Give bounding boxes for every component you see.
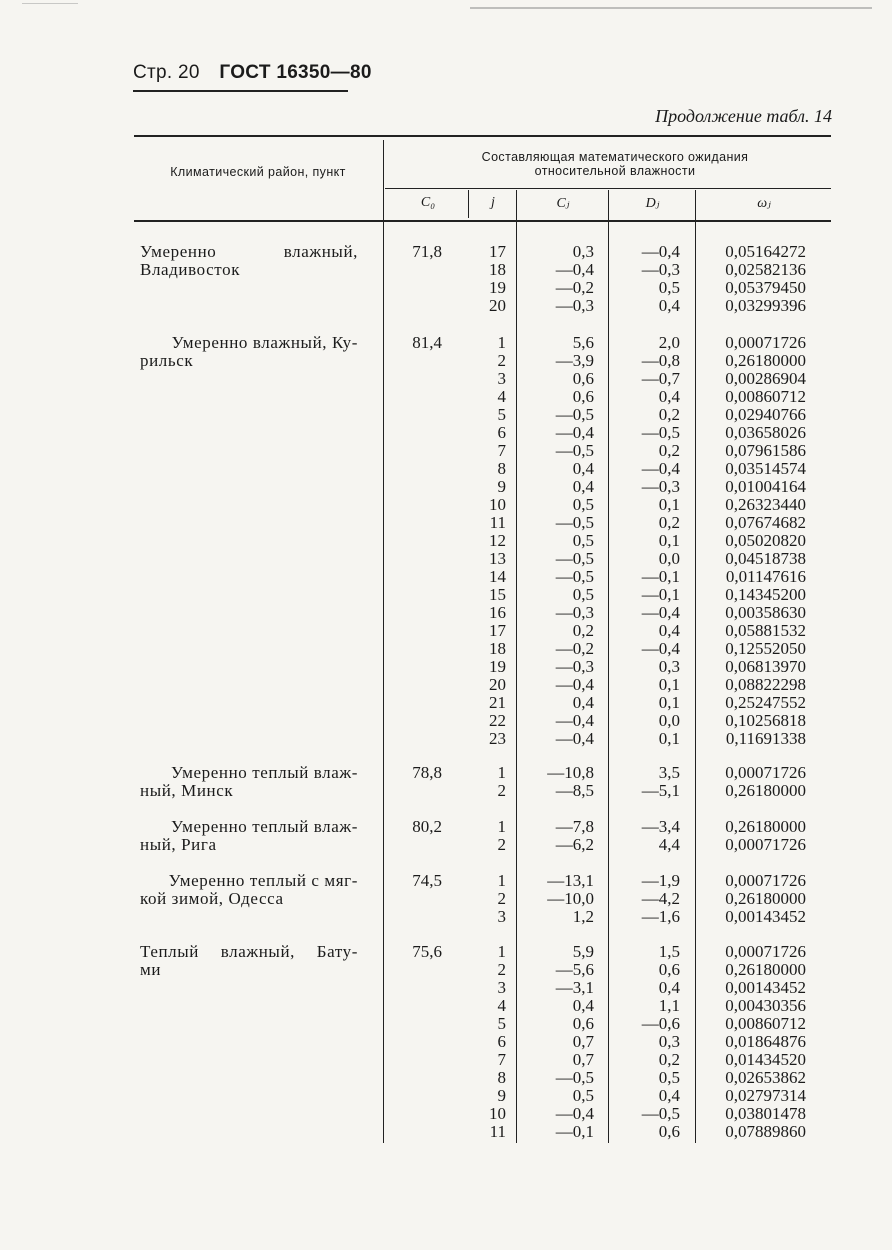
j-value: 4 [497, 387, 506, 406]
table-caption: Продолжение табл. 14 [655, 106, 832, 126]
cj-value: —0,3 [555, 296, 594, 315]
wj-value: 0,05020820 [725, 531, 806, 550]
cj-value: 0,3 [572, 242, 594, 261]
wj-value: 0,12552050 [725, 639, 806, 658]
cj-value: —10,0 [547, 889, 594, 908]
j-value: 2 [497, 889, 506, 908]
dj-value: 0,0 [658, 549, 680, 568]
dj-value: 0,3 [658, 1032, 680, 1051]
cj-value: —5,6 [555, 960, 594, 979]
wj-value: 0,00143452 [725, 907, 806, 926]
region-line [140, 818, 358, 836]
region-word: влажный, [220, 942, 295, 961]
cj-value: —8,5 [555, 781, 594, 800]
dj-value: —0,1 [641, 567, 680, 586]
cj-value: 0,4 [572, 693, 594, 712]
table-header-rule [134, 220, 831, 222]
dj-value: 0,6 [658, 1122, 680, 1141]
dj-value: 0,1 [658, 495, 680, 514]
dj-value: 0,4 [658, 1086, 680, 1105]
column-divider [695, 190, 696, 1143]
cj-value: —0,4 [555, 1104, 594, 1123]
c0-value: 81,4 [412, 333, 442, 352]
dj-value: 0,1 [658, 675, 680, 694]
wj-value: 0,10256818 [725, 711, 806, 730]
wj-value: 0,01147616 [725, 567, 806, 586]
header-c0: C₀ [420, 195, 436, 210]
wj-value: 0,05164272 [725, 242, 806, 261]
j-value: 20 [489, 296, 506, 315]
region-line [140, 872, 358, 890]
cj-value: 0,6 [572, 369, 594, 388]
page-number: Стр. 20 [133, 62, 200, 83]
dj-value: 2,0 [658, 333, 680, 352]
header-cj: Cⱼ [556, 196, 570, 211]
region-word: Бату- [316, 942, 358, 961]
region-line [140, 243, 358, 261]
j-column [470, 334, 506, 748]
wj-column [704, 764, 806, 800]
j-value: 22 [489, 711, 506, 730]
cj-value: —0,1 [555, 1122, 594, 1141]
column-divider [516, 190, 517, 1143]
dj-value: 0,1 [658, 693, 680, 712]
dj-value: 0,0 [658, 711, 680, 730]
cj-value: —0,5 [555, 567, 594, 586]
cj-value: 0,7 [572, 1050, 594, 1069]
dj-value: —0,8 [641, 351, 680, 370]
dj-value: —0,5 [641, 423, 680, 442]
wj-column [704, 872, 806, 926]
j-value: 13 [489, 549, 506, 568]
cj-column [520, 872, 594, 926]
cj-value: —0,2 [555, 639, 594, 658]
wj-value: 0,01864876 [725, 1032, 806, 1051]
j-value: 5 [497, 1014, 506, 1033]
j-value: 11 [489, 1122, 506, 1141]
wj-value: 0,03299396 [725, 296, 806, 315]
j-value: 15 [489, 585, 506, 604]
dj-value: —0,7 [641, 369, 680, 388]
wj-value: 0,03514574 [725, 459, 806, 478]
wj-value: 0,00430356 [725, 996, 806, 1015]
dj-column [612, 764, 680, 800]
j-value: 3 [497, 978, 506, 997]
header-region: Климатический район, пункт [170, 165, 346, 179]
region-column-divider [383, 140, 384, 1143]
c0-value: 71,8 [412, 242, 442, 261]
cj-value: 0,5 [572, 531, 594, 550]
wj-value: 0,01004164 [725, 477, 806, 496]
cj-value: —7,8 [555, 817, 594, 836]
j-value: 10 [489, 495, 506, 514]
j-value: 2 [497, 351, 506, 370]
column-divider [608, 190, 609, 1143]
j-value: 19 [489, 657, 506, 676]
region-line: Владивосток [140, 260, 241, 279]
dj-value: 3,5 [658, 763, 680, 782]
region-cell [140, 943, 358, 979]
j-value: 18 [489, 260, 506, 279]
wj-value: 0,00860712 [725, 1014, 806, 1033]
cj-value: 5,9 [572, 942, 594, 961]
dj-value: 1,5 [658, 942, 680, 961]
dj-column [612, 334, 680, 748]
dj-value: —0,3 [641, 477, 680, 496]
cj-value: —0,4 [555, 711, 594, 730]
column-divider [468, 190, 469, 218]
dj-value: —0,4 [641, 639, 680, 658]
cj-value: —0,5 [555, 1068, 594, 1087]
cj-value: 0,7 [572, 1032, 594, 1051]
region-cell [140, 764, 358, 800]
cj-column [520, 818, 594, 854]
dj-value: —1,9 [641, 871, 680, 890]
region-cell [140, 243, 358, 279]
j-column [470, 943, 506, 1141]
cj-value: 0,6 [572, 387, 594, 406]
j-value: 2 [497, 960, 506, 979]
j-value: 8 [497, 1068, 506, 1087]
cj-column [520, 334, 594, 748]
dj-value: 0,6 [658, 960, 680, 979]
dj-value: 0,2 [658, 405, 680, 424]
cj-value: —0,5 [555, 441, 594, 460]
j-value: 19 [489, 278, 506, 297]
wj-value: 0,00358630 [725, 603, 806, 622]
dj-column [612, 872, 680, 926]
region-word: Теплый [140, 942, 199, 961]
wj-value: 0,02940766 [725, 405, 806, 424]
cj-value: —6,2 [555, 835, 594, 854]
j-value: 8 [497, 459, 506, 478]
dj-value: 0,3 [658, 657, 680, 676]
j-value: 3 [497, 369, 506, 388]
wj-value: 0,00071726 [725, 333, 806, 352]
dj-value: 0,4 [658, 621, 680, 640]
wj-value: 0,08822298 [725, 675, 806, 694]
wj-value: 0,26323440 [725, 495, 806, 514]
j-value: 9 [497, 1086, 506, 1105]
c0-value: 80,2 [412, 817, 442, 836]
wj-column [704, 943, 806, 1141]
dj-value: —4,2 [641, 889, 680, 908]
wj-value: 0,26180000 [725, 351, 806, 370]
dj-value: 0,4 [658, 296, 680, 315]
region-line: ный, Рига [140, 835, 217, 854]
j-value: 2 [497, 835, 506, 854]
wj-value: 0,01434520 [725, 1050, 806, 1069]
j-column [470, 872, 506, 926]
j-value: 9 [497, 477, 506, 496]
region-line: кой зимой, Одесса [140, 889, 284, 908]
header-j: j [491, 195, 495, 210]
table-top-rule [134, 135, 831, 137]
wj-value: 0,05379450 [725, 278, 806, 297]
cj-column [520, 243, 594, 315]
cj-value: —0,4 [555, 729, 594, 748]
header-mean-group: Составляющая математического ожидания относительной влажности [481, 150, 749, 178]
wj-value: 0,05881532 [725, 621, 806, 640]
j-value: 17 [489, 242, 506, 261]
dj-column [612, 243, 680, 315]
j-value: 5 [497, 405, 506, 424]
region-word: Умеренно теплый влаж- [171, 763, 358, 782]
wj-value: 0,02582136 [725, 260, 806, 279]
j-value: 7 [497, 441, 506, 460]
wj-value: 0,25247552 [725, 693, 806, 712]
dj-value: —3,4 [641, 817, 680, 836]
cj-value: —0,3 [555, 657, 594, 676]
dj-value: 0,1 [658, 531, 680, 550]
region-word: Умеренно теплый влаж- [171, 817, 358, 836]
dj-value: —5,1 [641, 781, 680, 800]
cj-value: 0,2 [572, 621, 594, 640]
cj-value: —3,9 [555, 351, 594, 370]
region-cell [140, 818, 358, 854]
dj-column [612, 818, 680, 854]
region-line: ми [140, 960, 162, 979]
cj-value: —0,5 [555, 513, 594, 532]
scan-edge-mark [22, 3, 78, 4]
j-value: 1 [497, 871, 506, 890]
region-word: Умеренно теплый с мяг- [168, 871, 358, 890]
cj-value: —10,8 [547, 763, 594, 782]
wj-value: 0,02797314 [725, 1086, 806, 1105]
wj-value: 0,03658026 [725, 423, 806, 442]
region-cell [140, 334, 358, 370]
cj-column [520, 764, 594, 800]
j-value: 18 [489, 639, 506, 658]
wj-value: 0,00071726 [725, 763, 806, 782]
wj-value: 0,00071726 [725, 871, 806, 890]
wj-value: 0,03801478 [725, 1104, 806, 1123]
scan-edge-mark [470, 7, 872, 9]
j-value: 1 [497, 763, 506, 782]
subheader-rule [385, 188, 831, 189]
cj-value: 0,5 [572, 585, 594, 604]
dj-value: —0,4 [641, 242, 680, 261]
c0-value: 75,6 [412, 942, 442, 961]
cj-value: 1,2 [572, 907, 594, 926]
wj-value: 0,26180000 [725, 817, 806, 836]
region-line: ный, Минск [140, 781, 234, 800]
header-dj: Dⱼ [645, 196, 660, 211]
wj-value: 0,00143452 [725, 978, 806, 997]
wj-column [704, 818, 806, 854]
dj-value: 0,2 [658, 513, 680, 532]
wj-value: 0,00071726 [725, 835, 806, 854]
region-cell [140, 872, 358, 908]
page-header [133, 62, 372, 84]
j-value: 4 [497, 996, 506, 1015]
wj-value: 0,07674682 [725, 513, 806, 532]
wj-column [704, 243, 806, 315]
j-value: 6 [497, 423, 506, 442]
cj-value: —0,4 [555, 423, 594, 442]
cj-value: —3,1 [555, 978, 594, 997]
cj-value: 5,6 [572, 333, 594, 352]
region-word: Умеренно [140, 242, 217, 261]
dj-value: 0,4 [658, 387, 680, 406]
j-column [470, 764, 506, 800]
cj-value: 0,4 [572, 459, 594, 478]
j-value: 16 [489, 603, 506, 622]
region-line [140, 943, 358, 961]
dj-value: 0,2 [658, 1050, 680, 1069]
dj-value: —0,4 [641, 603, 680, 622]
dj-value: —0,3 [641, 260, 680, 279]
cj-value: —0,5 [555, 549, 594, 568]
header-rule [133, 90, 348, 92]
wj-value: 0,00071726 [725, 942, 806, 961]
region-line [140, 334, 358, 352]
cj-value: —0,4 [555, 675, 594, 694]
j-value: 1 [497, 817, 506, 836]
dj-value: 0,4 [658, 978, 680, 997]
dj-column [612, 943, 680, 1141]
dj-value: —0,4 [641, 459, 680, 478]
header-wj: ωⱼ [757, 196, 771, 211]
cj-value: —0,5 [555, 405, 594, 424]
region-line [140, 764, 358, 782]
region-word: Умеренно влажный, Ку- [171, 333, 358, 352]
j-value: 12 [489, 531, 506, 550]
wj-value: 0,04518738 [725, 549, 806, 568]
dj-value: 0,1 [658, 729, 680, 748]
cj-value: 0,4 [572, 996, 594, 1015]
wj-value: 0,06813970 [725, 657, 806, 676]
dj-value: —1,6 [641, 907, 680, 926]
j-value: 17 [489, 621, 506, 640]
wj-value: 0,00860712 [725, 387, 806, 406]
j-value: 10 [489, 1104, 506, 1123]
cj-value: 0,4 [572, 477, 594, 496]
j-value: 6 [497, 1032, 506, 1051]
wj-value: 0,14345200 [725, 585, 806, 604]
cj-value: 0,6 [572, 1014, 594, 1033]
wj-value: 0,26180000 [725, 960, 806, 979]
j-column [470, 243, 506, 315]
j-value: 1 [497, 333, 506, 352]
wj-value: 0,07889860 [725, 1122, 806, 1141]
cj-value: —13,1 [547, 871, 594, 890]
wj-column [704, 334, 806, 748]
wj-value: 0,00286904 [725, 369, 806, 388]
wj-value: 0,02653862 [725, 1068, 806, 1087]
cj-value: 0,5 [572, 495, 594, 514]
j-value: 2 [497, 781, 506, 800]
j-value: 14 [489, 567, 506, 586]
c0-value: 78,8 [412, 763, 442, 782]
j-value: 3 [497, 907, 506, 926]
j-value: 23 [489, 729, 506, 748]
wj-value: 0,11691338 [725, 729, 806, 748]
region-line: рильск [140, 351, 194, 370]
cj-value: 0,5 [572, 1086, 594, 1105]
c0-value: 74,5 [412, 871, 442, 890]
cj-column [520, 943, 594, 1141]
region-word: влажный, [283, 242, 358, 261]
standard-code: ГОСТ 16350—80 [219, 62, 372, 83]
wj-value: 0,26180000 [725, 889, 806, 908]
dj-value: —0,6 [641, 1014, 680, 1033]
j-value: 20 [489, 675, 506, 694]
cj-value: —0,3 [555, 603, 594, 622]
cj-value: —0,2 [555, 278, 594, 297]
j-value: 7 [497, 1050, 506, 1069]
dj-value: 1,1 [658, 996, 680, 1015]
j-column [470, 818, 506, 854]
dj-value: 0,2 [658, 441, 680, 460]
wj-value: 0,07961586 [725, 441, 806, 460]
wj-value: 0,26180000 [725, 781, 806, 800]
j-value: 11 [489, 513, 506, 532]
dj-value: —0,5 [641, 1104, 680, 1123]
dj-value: —0,1 [641, 585, 680, 604]
dj-value: 4,4 [658, 835, 680, 854]
j-value: 1 [497, 942, 506, 961]
j-value: 21 [489, 693, 506, 712]
dj-value: 0,5 [658, 278, 680, 297]
dj-value: 0,5 [658, 1068, 680, 1087]
cj-value: —0,4 [555, 260, 594, 279]
